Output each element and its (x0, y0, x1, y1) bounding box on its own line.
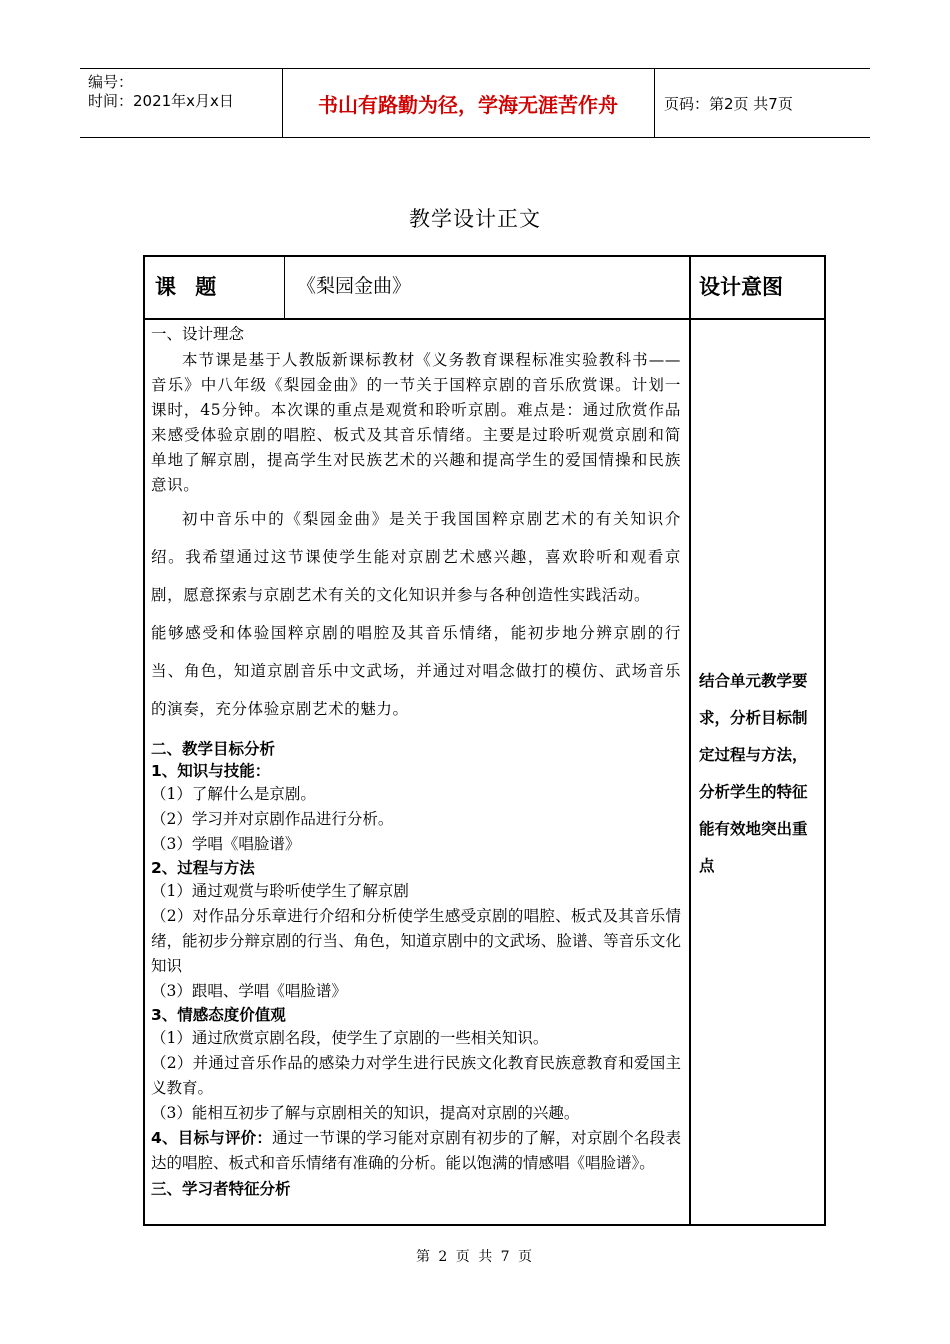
page-header (80, 68, 870, 138)
subsection-heading: 2、过程与方法 (151, 859, 255, 877)
topic-label: 课 题 (155, 275, 223, 299)
table-header-row (145, 257, 824, 320)
section-heading: 一、设计理念 (151, 325, 245, 343)
page-footer: 第 2 页 共 7 页 (415, 1249, 535, 1265)
header-meta (80, 69, 282, 137)
section-heading: 三、学习者特征分析 (151, 1180, 291, 1198)
list-item: （2）学习并对京剧作品进行分析。 (151, 810, 394, 828)
list-item: （3）学唱《唱脸谱》 (151, 835, 301, 853)
column-divider (284, 257, 285, 318)
header-divider (654, 69, 655, 137)
lesson-content (151, 323, 681, 1200)
evaluation-paragraph (151, 1126, 681, 1176)
design-intent-text: 结合单元教学要求，分析目标制定过程与方法，分析学生的特征能有效地突出重点 (699, 672, 808, 875)
subsection-heading: 4、目标与评价： (151, 1129, 273, 1147)
paragraph: 初中音乐中的《梨园金曲》是关于我国国粹京剧艺术的有关知识介绍。我希望通过这节课使学生能对京剧艺术感兴趣，喜欢聆听和观看京剧，愿意探索与京剧艺术有关的文化知识并参与各种创造性实践活动。 (151, 510, 681, 604)
header-motto: 书山有路勤为径，学海无涯苦作舟 (318, 92, 618, 117)
list-item: （1）通过观赏与聆听使学生了解京剧 (151, 882, 409, 900)
subsection-heading: 3、情感态度价值观 (151, 1006, 286, 1024)
header-page-info: 页码：第2页 共7页 (664, 94, 793, 113)
list-item: （3）跟唱、学唱《唱脸谱》 (151, 982, 347, 1000)
design-intent-header: 设计意图 (699, 275, 783, 299)
number-label: 编号： (88, 73, 134, 91)
list-item: （2）并通过音乐作品的感染力对学生进行民族文化教育民族意教育和爱国主义教育。 (151, 1054, 681, 1097)
list-item: （2）对作品分乐章进行介绍和分析使学生感受京剧的唱腔、板式及其音乐情绪，能初步分辩京剧的行当、角色，知道京剧中的文武场、脸谱、等音乐文化知识 (151, 907, 681, 975)
column-divider (689, 257, 691, 1224)
evaluation-text: 通过一节课的学习能对京剧有初步的了解，对京剧个名段表达的唱腔、板式和音乐情绪有准确的分析。能以饱满的情感唱《唱脸谱》。 (151, 1129, 681, 1172)
subsection-heading: 1、知识与技能： (151, 762, 271, 780)
paragraph: 本节课是基于人教版新课标教材《义务教育课程标准实验教科书——音乐》中八年级《梨园金曲》的一节关于国粹京剧的音乐欣赏课。计划一课时，45分钟。本次课的重点是观赏和聆听京剧。难点是：通过欣赏作品来感受体验京剧的唱腔、板式及其音乐情绪。主要是过聆听观赏京剧和简单地了解京剧，提高学生对民族艺术的兴趣和提高学生的爱国情操和民族意识。 (151, 351, 681, 494)
topic-value: 《梨园金曲》 (297, 275, 412, 297)
paragraph: 能够感受和体验国粹京剧的唱腔及其音乐情绪，能初步地分辨京剧的行当、角色，知道京剧音乐中文武场，并通过对唱念做打的模仿、武场音乐的演奏，充分体验京剧艺术的魅力。 (151, 624, 681, 718)
lesson-table (143, 255, 826, 1226)
document-title: 教学设计正文 (409, 207, 541, 231)
list-item: （1）了解什么是京剧。 (151, 785, 316, 803)
date-label: 时间：2021年x月x日 (88, 92, 234, 110)
list-item: （3）能相互初步了解与京剧相关的知识，提高对京剧的兴趣。 (151, 1104, 580, 1122)
list-item: （1）通过欣赏京剧名段，使学生了京剧的一些相关知识。 (151, 1029, 549, 1047)
section-heading: 二、教学目标分析 (151, 740, 276, 758)
